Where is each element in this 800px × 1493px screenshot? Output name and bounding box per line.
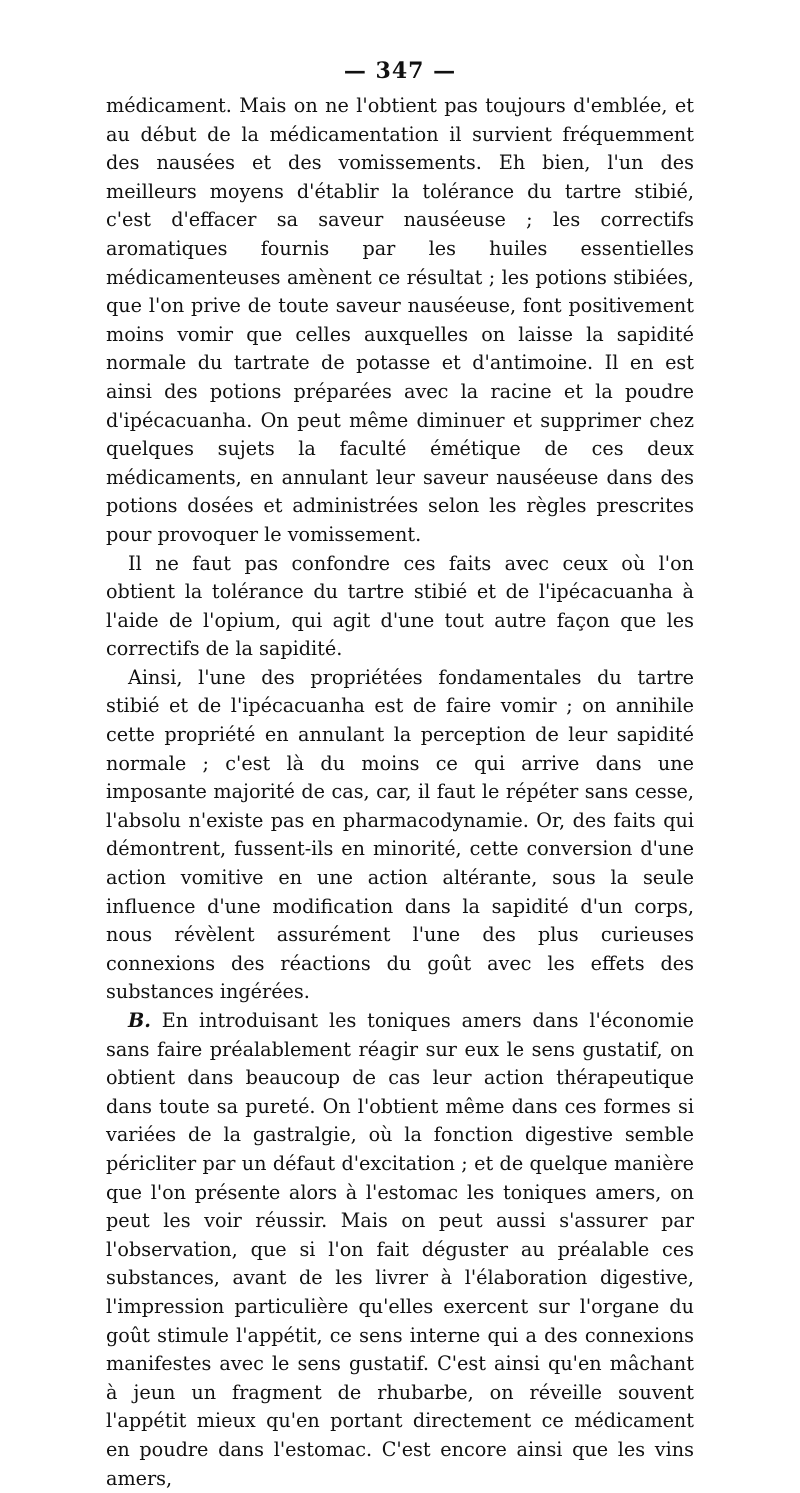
paragraph-2-text: Il ne faut pas confondre ces faits avec ceux où l'on obtient la tolérance du tartre stibié et de l'ipécacuanha à l'aide de l'opium, qui agit d'une tout autre façon que les correctifs de la sapidité. <box>106 551 694 661</box>
paragraph-4 <box>106 1007 694 1493</box>
paragraph-2 <box>106 550 694 664</box>
paragraph-3 <box>106 664 694 1007</box>
page-body <box>106 92 694 1493</box>
paragraph-1 <box>106 92 694 550</box>
page-number: — 347 — <box>343 58 457 84</box>
paragraph-1-text: médicament. Mais on ne l'obtient pas toujours d'emblée, et au début de la médicamentation il survient fréquemment des nausées et des vomissements. Eh bien, l'un des meilleurs moyens d'établir la tolérance du tartre stibié, c'est d'effacer sa saveur nauséeuse ; les correctifs aromatiques fournis par les huiles essentielles médicamenteuses amènent ce résultat ; les potions stibiées, que l'on prive de toute saveur nauséeuse, font positivement moins vomir que celles auxquelles on laisse la sapidité normale du tartrate de potasse et d'antimoine. Il en est ainsi des potions préparées avec la racine et la poudre d'ipécacuanha. On peut même diminuer et supprimer chez quelques sujets la faculté émétique de ces deux médicaments, en annulant leur saveur nauséeuse dans des potions dosées et administrées selon les règles prescrites pour provoquer le vomissement. <box>106 94 694 546</box>
paragraph-4-text: En introduisant les toniques amers dans l'économie sans faire préalablement réagir sur eux le sens gustatif, on obtient dans beaucoup de cas leur action thérapeutique dans toute sa pureté. On l'obtient même dans ces formes si variées de la gastralgie, où la fonction digestive semble péricliter par un défaut d'excitation ; et de quelque manière que l'on présente alors à l'estomac les toniques amers, on peut les voir réussir. Mais on peut aussi s'assurer par l'observation, que si l'on fait déguster au préalable ces substances, avant de les livrer à l'élaboration digestive, l'impression particulière qu'elles exercent sur l'organe du goût stimule l'appétit, ce sens interne qui a des connexions manifestes avec le sens gustatif. C'est ainsi qu'en mâchant à jeun un fragment de rhubarbe, on réveille souvent l'appétit mieux qu'en portant directement ce médicament en poudre dans l'estomac. C'est encore ainsi que les vins amers, <box>106 1009 694 1490</box>
paragraph-3-text: Ainsi, l'une des propriétées fondamentales du tartre stibié et de l'ipécacuanha est de faire vomir ; on annihile cette propriété en annulant la perception de leur sapidité normale ; c'est là du moins ce qui arrive dans une imposante majorité de cas, car, il faut le répéter sans cesse, l'absolu n'existe pas en pharmacodynamie. Or, des faits qui démontrent, fussent-ils en minorité, cette conversion d'une action vomitive en une action altérante, sous la seule influence d'une modification dans la sapidité d'un corps, nous révèlent assurément l'une des plus curieuses connexions des réactions du goût avec les effets des substances ingérées. <box>106 665 694 1004</box>
section-marker: B. <box>128 1009 151 1032</box>
